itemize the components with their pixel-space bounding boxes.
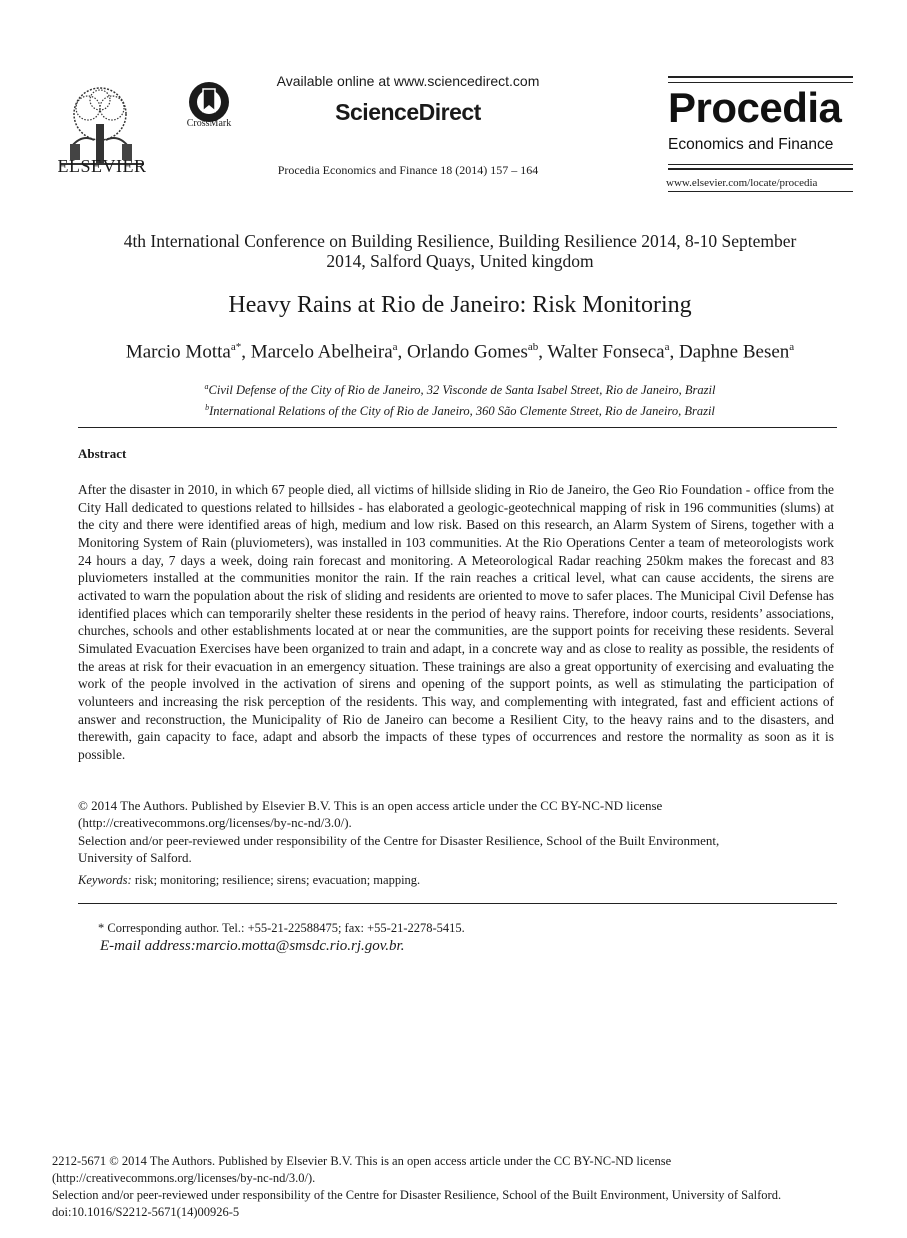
author-affiliation-mark: a bbox=[392, 341, 398, 353]
corresponding-author: * Corresponding author. Tel.: +55-21-22588475; fax: +55-21-2278-5415. bbox=[98, 921, 465, 935]
keywords-list: risk; monitoring; resilience; sirens; evacuation; mapping. bbox=[131, 873, 421, 887]
footer-license-link[interactable]: (http://creativecommons.org/licenses/by-nc-nd/3.0/). bbox=[52, 1170, 316, 1185]
conference-line-2: 2014, Salford Quays, United kingdom bbox=[326, 251, 594, 271]
footer-doi[interactable]: doi:10.1016/S2212-5671(14)00926-5 bbox=[52, 1204, 240, 1219]
procedia-rule-top-thin bbox=[668, 82, 853, 83]
author-affiliation-mark: a bbox=[664, 341, 670, 353]
keywords bbox=[78, 873, 838, 888]
abstract-bottom-rule bbox=[78, 903, 837, 904]
author-name: Daphne Besen bbox=[679, 341, 790, 363]
affiliations bbox=[60, 378, 860, 420]
affiliation-text: Civil Defense of the City of Rio de Janeiro, 32 Visconde de Santa Isabel Street, Rio de Janeiro, Brazil bbox=[208, 383, 716, 398]
abstract-body: After the disaster in 2010, in which 67 people died, all victims of hillside sliding in Rio de Janeiro, the Geo Rio Foundation - office from the City Hall dedicated to questions related to hillsides - has elaborated a geologic-geotechnical mapping of risk in 196 communities (slums) at the city and there were identified areas of high, medium and low risk. Based on this research, an Alarm System of Sirens, together with a Monitoring System of Rain (pluviometers), was installed in 103 communities. At the Rio Operations Center a team of meteorologists work 24 hours a day, 7 days a week, doing rain forecast and monitoring. A Meteorological Radar reaching 250km makes the forecast and 83 pluviometers installed at the communities monitor the rain. If the rain reaches a critical level, what can cause accidents, the sirens are activated to warn the population about the risk of sliding and residents are oriented to move to safer places. The Municipal Civil Defense has identified places which can temporarily shelter these residents in the period of heavy rains. Therefore, indoor courts, residents’ associations, churches, schools and other establishments located at or near the communities, are the support points for receiving these residents. Several Simulated Evacuation Exercises have been organized to train and adapt, in a concrete way and as close to reality as possible, the residents of the areas at risk for their evacuation in an emergency situation. These trainings are also a great opportunity of exercising and evaluating the work of the people involved in the activation of sirens and opening of the support points, as well as stimulating the participation of volunteers and increasing the risk perception of the residents. This way, and complementing with integrated, fast and efficient actions of answer and reconstruction, the Municipality of Rio de Janeiro can become a Resilient City, to the heavy rains and to the disasters, and therewith, gain capacity to face, adapt and absorb the impacts of these types of occurrences and restore the normality as soon as it is possible. bbox=[78, 482, 834, 762]
author-name: Marcio Motta bbox=[125, 341, 231, 363]
paper-title: Heavy Rains at Rio de Janeiro: Risk Monitoring bbox=[228, 292, 692, 318]
affiliation-line bbox=[60, 378, 860, 399]
copyright-block bbox=[78, 797, 838, 866]
author-separator: , bbox=[538, 341, 548, 363]
author-separator: , bbox=[397, 341, 408, 363]
procedia-rule-mid bbox=[668, 164, 853, 165]
affiliation-line bbox=[60, 399, 860, 420]
keywords-label: Keywords: bbox=[78, 873, 132, 887]
peer-review-line: University of Salford. bbox=[78, 849, 192, 865]
procedia-rule-bottom bbox=[668, 191, 853, 192]
footer-notice bbox=[52, 1153, 852, 1221]
affiliation-mark: b bbox=[205, 403, 210, 413]
journal-title: Procedia bbox=[668, 84, 842, 131]
license-link[interactable]: (http://creativecommons.org/licenses/by-nc-nd/3.0/). bbox=[78, 815, 352, 831]
author-list bbox=[60, 341, 860, 363]
crossmark-label: CrossMark bbox=[186, 118, 232, 129]
conference-info bbox=[70, 231, 850, 271]
abstract-heading: Abstract bbox=[78, 446, 127, 461]
author-separator: , bbox=[669, 341, 679, 363]
journal-url[interactable]: www.elsevier.com/locate/procedia bbox=[666, 177, 818, 189]
conference-line-1: 4th International Conference on Building Resilience, Building Resilience 2014, 8-10 September bbox=[123, 231, 797, 251]
author-affiliation-mark: ab bbox=[527, 341, 539, 353]
journal-reference: Procedia Economics and Finance 18 (2014) 157 – 164 bbox=[277, 163, 539, 177]
peer-review-line: Selection and/or peer-reviewed under responsibility of the Centre for Disaster Resilience, School of the Built Environment, bbox=[78, 832, 720, 848]
abstract-top-rule bbox=[78, 427, 837, 428]
author-name: Marcelo Abelheira bbox=[250, 341, 393, 363]
available-online-text: Available online at www.sciencedirect.com bbox=[276, 73, 540, 89]
author-affiliation-mark: a bbox=[789, 341, 795, 353]
footer-issn-copyright: 2212-5671 © 2014 The Authors. Published by Elsevier B.V. This is an open access article under the CC BY-NC-ND license bbox=[52, 1154, 672, 1168]
author-name: Orlando Gomes bbox=[407, 341, 528, 363]
copyright-line: © 2014 The Authors. Published by Elsevier B.V. This is an open access article under the CC BY-NC-ND license bbox=[78, 798, 663, 813]
procedia-rule-top bbox=[668, 76, 853, 78]
author-separator: , bbox=[241, 341, 251, 363]
procedia-rule-mid-thick bbox=[668, 168, 853, 170]
sciencedirect-brand: ScienceDirect bbox=[335, 99, 481, 125]
journal-subtitle: Economics and Finance bbox=[668, 136, 834, 153]
affiliation-text: International Relations of the City of Rio de Janeiro, 360 São Clemente Street, Rio de Janeiro, Brazil bbox=[209, 404, 715, 419]
publisher-name: ELSEVIER bbox=[57, 156, 147, 176]
footer-peer-review: Selection and/or peer-reviewed under responsibility of the Centre for Disaster Resilience, School of the Built Environment, University of Salford. bbox=[52, 1187, 782, 1202]
email-address[interactable]: E-mail address:marcio.motta@smsdc.rio.rj.gov.br. bbox=[100, 938, 405, 954]
author-name: Walter Fonseca bbox=[547, 341, 665, 363]
affiliation-mark: a bbox=[204, 382, 209, 391]
author-affiliation-mark: a* bbox=[230, 341, 242, 353]
